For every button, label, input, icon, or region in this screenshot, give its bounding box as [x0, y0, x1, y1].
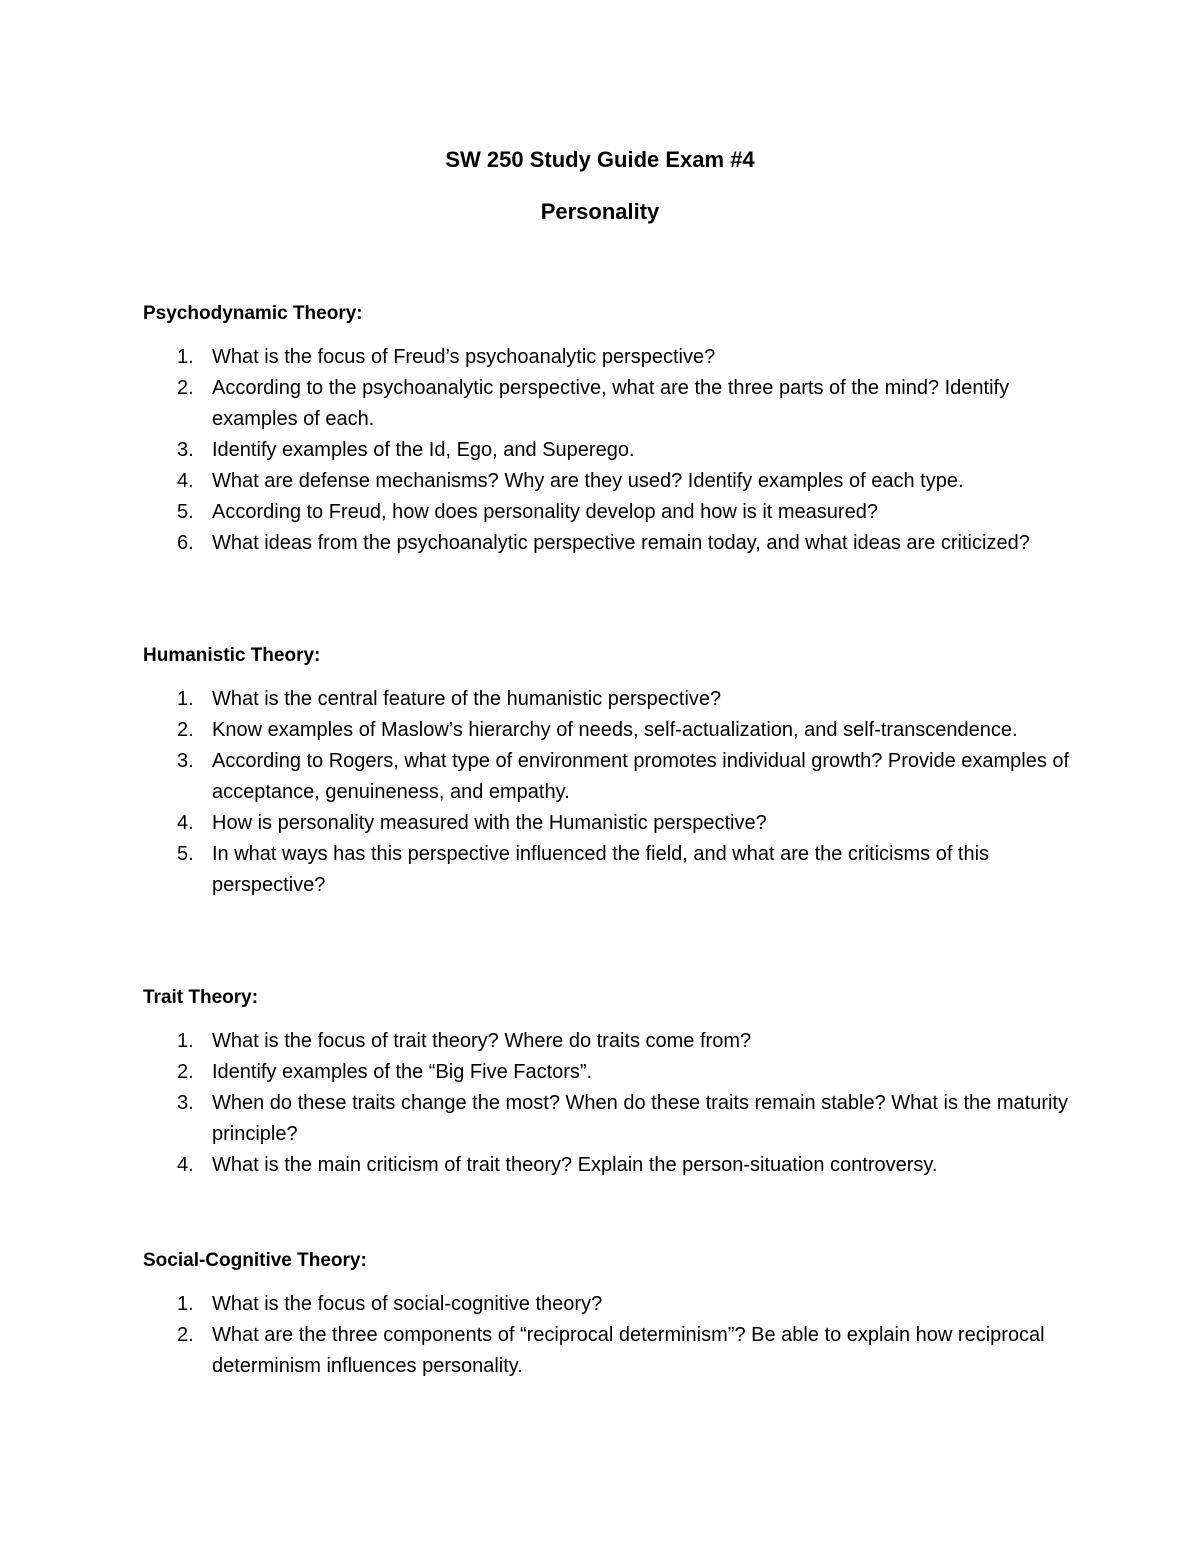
list-item — [143, 497, 1083, 528]
list-item — [143, 715, 1083, 746]
question-list — [143, 342, 1083, 559]
section-psychodynamic-theory — [143, 302, 1083, 559]
item-number: 1. — [177, 346, 194, 368]
item-text: What is the focus of social-cognitive theory? — [212, 1293, 603, 1315]
document-subtitle: Personality — [540, 199, 660, 224]
item-text: What is the focus of trait theory? Where do traits come from? — [212, 1030, 752, 1052]
list-item — [143, 746, 1083, 808]
item-number: 3. — [177, 1092, 194, 1114]
question-list — [143, 684, 1083, 901]
item-number: 2. — [177, 1324, 194, 1346]
list-item — [143, 1150, 1083, 1181]
list-item — [143, 435, 1083, 466]
item-text: According to Rogers, what type of environment promotes individual growth? Provide examples of acceptance, genuineness, and empathy. — [212, 750, 1070, 803]
section-heading: Humanistic Theory: — [143, 645, 321, 666]
item-number: 3. — [177, 439, 194, 461]
item-number: 5. — [177, 843, 194, 865]
item-number: 1. — [177, 1293, 194, 1315]
section-social-cognitive-theory — [143, 1249, 1083, 1382]
item-number: 4. — [177, 812, 194, 834]
list-item — [143, 1026, 1083, 1057]
item-text: When do these traits change the most? When do these traits remain stable? What is the maturity principle? — [212, 1092, 1068, 1145]
section-heading: Trait Theory: — [143, 987, 259, 1008]
item-text: What are defense mechanisms? Why are they used? Identify examples of each type. — [212, 470, 964, 492]
item-number: 5. — [177, 501, 194, 523]
item-text: What is the focus of Freud’s psychoanalytic perspective? — [212, 346, 716, 368]
item-text: What is the main criticism of trait theory? Explain the person-situation controversy. — [212, 1154, 938, 1176]
section-heading: Social-Cognitive Theory: — [143, 1250, 367, 1271]
list-item — [143, 1289, 1083, 1320]
item-text: According to the psychoanalytic perspective, what are the three parts of the mind? Identify examples of each. — [212, 377, 1010, 430]
document-title: SW 250 Study Guide Exam #4 — [445, 147, 755, 172]
item-number: 3. — [177, 750, 194, 772]
list-item — [143, 373, 1083, 435]
list-item — [143, 839, 1083, 901]
item-text: What are the three components of “reciprocal determinism”? Be able to explain how reciprocal determinism influences personality. — [212, 1324, 1045, 1377]
question-list — [143, 1289, 1083, 1382]
item-number: 2. — [177, 719, 194, 741]
item-text: Know examples of Maslow’s hierarchy of needs, self-actualization, and self-transcendence. — [212, 719, 1018, 741]
list-item — [143, 528, 1083, 559]
item-text: According to Freud, how does personality develop and how is it measured? — [212, 501, 878, 523]
item-number: 1. — [177, 1030, 194, 1052]
item-text: What is the central feature of the humanistic perspective? — [212, 688, 722, 710]
item-text: Identify examples of the “Big Five Factors”. — [212, 1061, 593, 1083]
section-humanistic-theory — [143, 644, 1083, 901]
item-number: 2. — [177, 377, 194, 399]
item-text: Identify examples of the Id, Ego, and Superego. — [212, 439, 635, 461]
item-text: What ideas from the psychoanalytic perspective remain today, and what ideas are criticized? — [212, 532, 1030, 554]
item-number: 2. — [177, 1061, 194, 1083]
list-item — [143, 1057, 1083, 1088]
item-text: In what ways has this perspective influenced the field, and what are the criticisms of this perspective? — [212, 843, 990, 896]
list-item — [143, 1320, 1083, 1382]
item-number: 4. — [177, 470, 194, 492]
item-number: 4. — [177, 1154, 194, 1176]
item-number: 6. — [177, 532, 194, 554]
list-item — [143, 1088, 1083, 1150]
list-item — [143, 342, 1083, 373]
list-item — [143, 466, 1083, 497]
section-heading: Psychodynamic Theory: — [143, 303, 363, 324]
section-trait-theory — [143, 986, 1083, 1181]
item-number: 1. — [177, 688, 194, 710]
item-text: How is personality measured with the Humanistic perspective? — [212, 812, 767, 834]
list-item — [143, 808, 1083, 839]
question-list — [143, 1026, 1083, 1181]
list-item — [143, 684, 1083, 715]
